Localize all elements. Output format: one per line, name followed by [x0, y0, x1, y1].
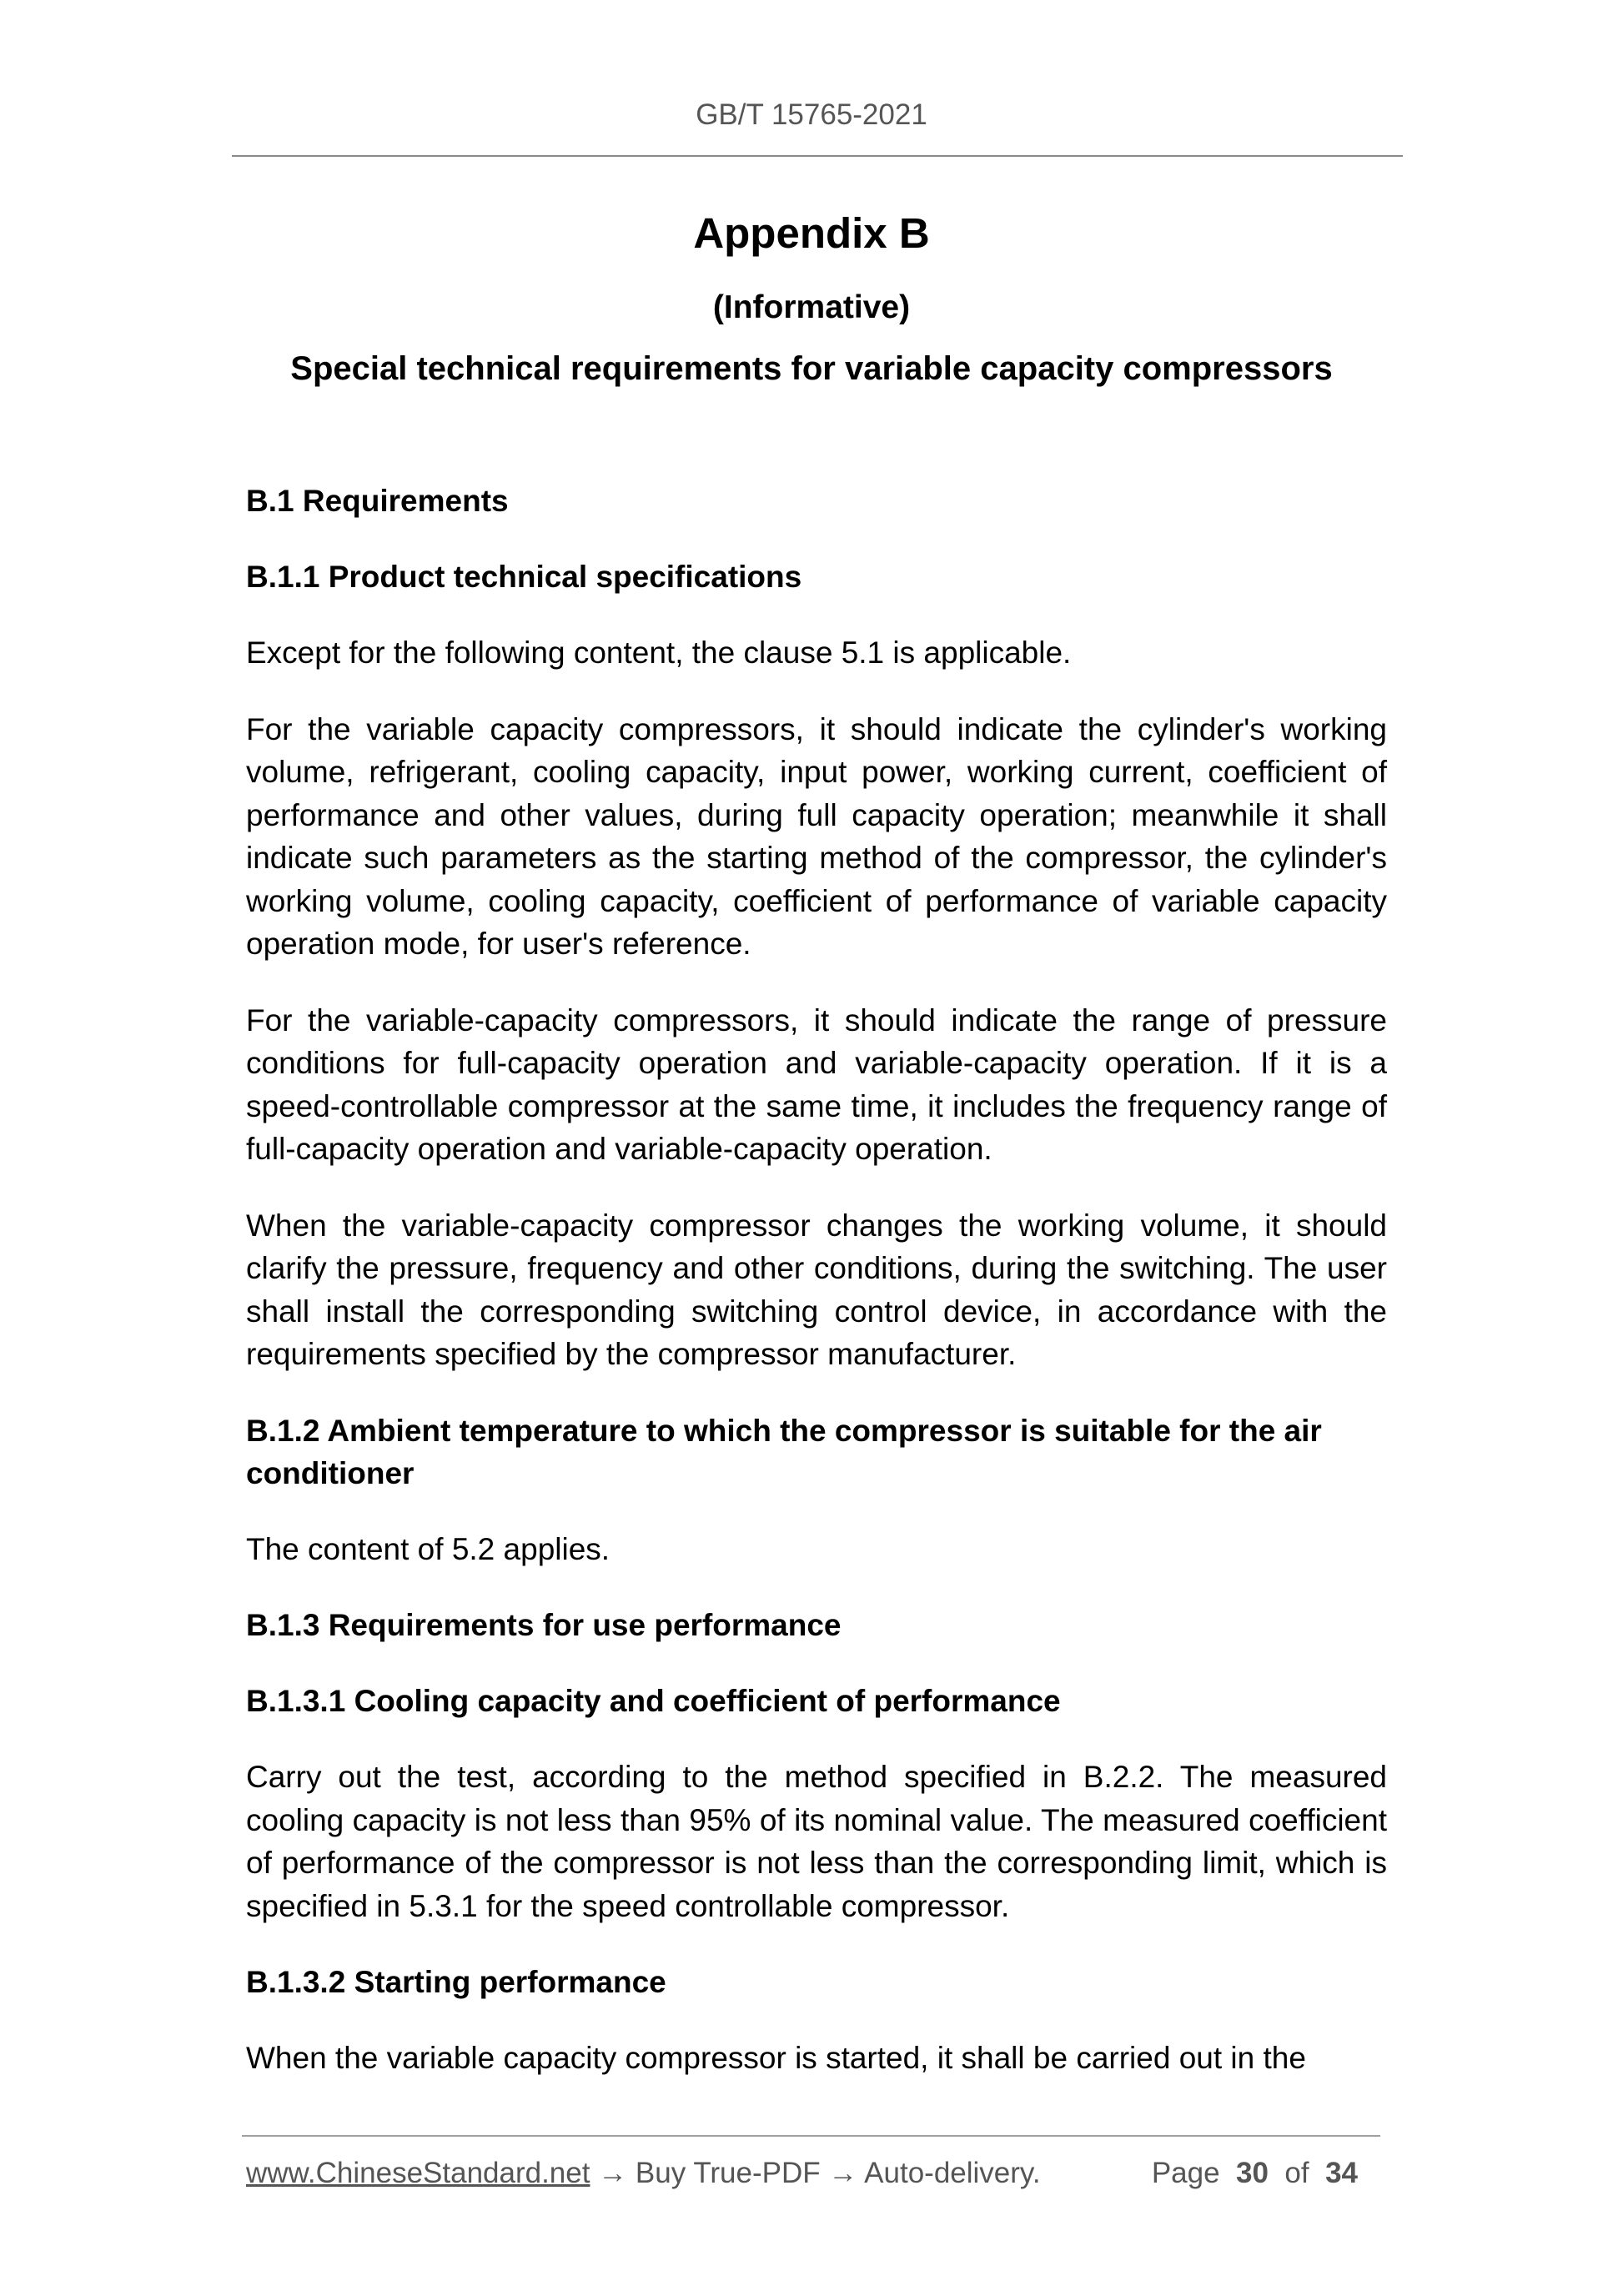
appendix-title: Appendix B [693, 209, 930, 257]
appendix-heading: Special technical requirements for variable capacity compressors [290, 350, 1333, 387]
page-footer [246, 2157, 1384, 2190]
website-link[interactable]: www.ChineseStandard.net [246, 2157, 590, 2189]
document-id-header: GB/T 15765-2021 [696, 98, 927, 131]
section-heading-b1-2: B.1.2 Ambient temperature to which the compressor is suitable for the air conditioner [246, 1413, 1322, 1490]
page-current: 30 [1236, 2157, 1269, 2189]
footer-divider [242, 2135, 1380, 2137]
footer-promo [246, 2157, 1041, 2190]
paragraph: Carry out the test, according to the method specified in B.2.2. The measured cooling capacity is not less than 95% of its nominal value. The measured coefficient of performance of the compressor is not less than the corresponding limit, which is specified in 5.3.1 for the speed controllable compressor. [246, 1760, 1387, 1923]
section-heading-b1-3-1: B.1.3.1 Cooling capacity and coefficient of performance [246, 1684, 1061, 1718]
section-heading-b1-1: B.1.1 Product technical specifications [246, 560, 802, 594]
header-divider [232, 155, 1403, 157]
page-label: Page [1151, 2157, 1220, 2189]
footer-promo-text: → Buy True-PDF → Auto-delivery. [590, 2157, 1041, 2189]
section-heading-b1-3: B.1.3 Requirements for use performance [246, 1608, 842, 1642]
paragraph: For the variable-capacity compressors, it should indicate the range of pressure conditions for full-capacity operation and variable-capacity operation. If it is a speed-controllable compressor at the same time, it includes the frequency range of full-capacity operation and variable-capacity operation. [246, 1002, 1387, 1166]
page-indicator [1152, 2157, 1358, 2190]
paragraph: The content of 5.2 applies. [246, 1531, 611, 1566]
document-body [246, 480, 1387, 2080]
paragraph: Except for the following content, the clause 5.1 is applicable. [246, 636, 1072, 670]
paragraph: When the variable-capacity compressor changes the working volume, it should clarify the pressure, frequency and other conditions, during the switching. The user shall install the corresponding switching control device, in accordance with the requirements specified by the compressor manufacturer. [246, 1208, 1387, 1371]
paragraph: For the variable capacity compressors, it should indicate the cylinder's working volume, refrigerant, cooling capacity, input power, working current, coefficient of performance and other values, during full capacity operation; meanwhile it shall indicate such parameters as the starting method of the compressor, the cylinder's working volume, cooling capacity, coefficient of performance of variable capacity operation mode, for user's reference. [246, 711, 1387, 961]
section-heading-b1-3-2: B.1.3.2 Starting performance [246, 1965, 666, 1999]
page-total: 34 [1325, 2157, 1358, 2189]
of-label: of [1284, 2157, 1309, 2189]
appendix-type: (Informative) [712, 289, 911, 325]
section-heading-b1: B.1 Requirements [246, 484, 509, 518]
paragraph: When the variable capacity compressor is started, it shall be carried out in the [246, 2041, 1306, 2075]
